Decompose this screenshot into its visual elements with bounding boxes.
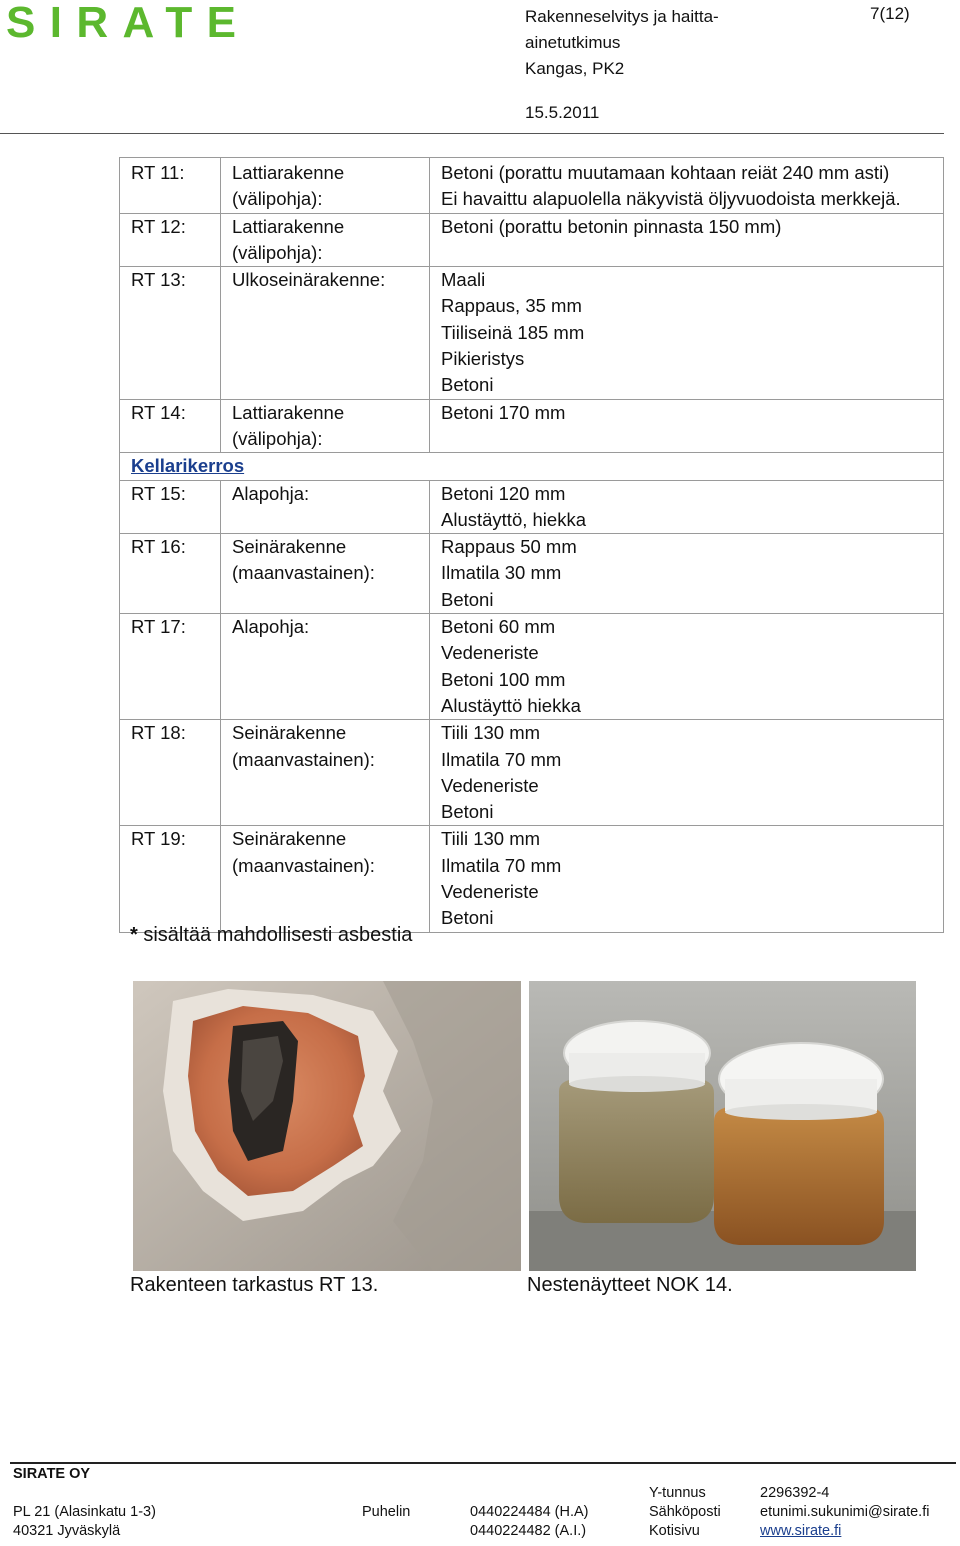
structure-table <box>119 157 944 933</box>
row-code: RT 15: <box>120 480 221 534</box>
svg-text:SIRATE: SIRATE <box>6 2 242 40</box>
table-row <box>120 720 944 826</box>
photo-caption-2: Nestenäytteet NOK 14. <box>527 1274 733 1296</box>
row-code: RT 12: <box>120 213 221 267</box>
section-heading: Kellarikerros <box>120 453 944 480</box>
footer-phone-2: 0440224482 (A.I.) <box>470 1523 587 1539</box>
row-code: RT 19: <box>120 826 221 932</box>
page-number: 7(12) <box>870 4 910 23</box>
footer-address-1: PL 21 (Alasinkatu 1-3) <box>13 1504 156 1520</box>
row-layers: Betoni 60 mm Vedeneriste Betoni 100 mm Alustäyttö hiekka <box>430 614 944 720</box>
footer-phone-1: 0440224484 (H.A) <box>470 1504 589 1520</box>
liquid-samples-photo <box>529 981 916 1271</box>
row-layers: Maali Rappaus, 35 mm Tiiliseinä 185 mm Pikieristys Betoni <box>430 267 944 399</box>
note-star: * <box>130 924 138 946</box>
footer-web-label: Kotisivu <box>649 1523 700 1539</box>
row-part: Seinärakenne (maanvastainen): <box>221 826 430 932</box>
wall-inspection-photo <box>133 981 521 1271</box>
row-code: RT 13: <box>120 267 221 399</box>
photo-caption-1: Rakenteen tarkastus RT 13. <box>130 1274 379 1296</box>
asbestos-note <box>130 924 412 947</box>
footer-divider <box>10 1462 956 1464</box>
row-layers: Betoni (porattu muutamaan kohtaan reiät 240 mm asti) Ei havaittu alapuolella näkyvistä öljyvuodoista merkkejä. <box>430 158 944 214</box>
table-row <box>120 399 944 453</box>
wall-hole-image <box>133 981 521 1271</box>
row-layers: Tiili 130 mm Ilmatila 70 mm Vedeneriste Betoni <box>430 720 944 826</box>
header-title-line: Rakenneselvitys ja haitta- <box>525 7 719 26</box>
header-title-line: Kangas, PK2 <box>525 59 625 78</box>
row-layers: Betoni 170 mm <box>430 399 944 453</box>
row-part: Ulkoseinärakenne: <box>221 267 430 399</box>
note-text: sisältää mahdollisesti asbestia <box>143 924 413 946</box>
header-divider <box>0 133 944 134</box>
footer-email[interactable]: etunimi.sukunimi@sirate.fi <box>760 1504 930 1520</box>
row-part: Seinärakenne (maanvastainen): <box>221 534 430 614</box>
footer-ytunnus: 2296392-4 <box>760 1485 830 1501</box>
footer-address-2: 40321 Jyväskylä <box>13 1523 121 1539</box>
table-row <box>120 614 944 720</box>
sample-jars-image <box>529 981 916 1271</box>
row-layers: Rappaus 50 mm Ilmatila 30 mm Betoni <box>430 534 944 614</box>
row-code: RT 17: <box>120 614 221 720</box>
row-part: Lattiarakenne (välipohja): <box>221 213 430 267</box>
header-title-line: ainetutkimus <box>525 33 621 52</box>
table-row <box>120 826 944 932</box>
row-code: RT 11: <box>120 158 221 214</box>
header-date: 15.5.2011 <box>525 103 600 122</box>
table-row <box>120 534 944 614</box>
row-part: Alapohja: <box>221 480 430 534</box>
row-code: RT 16: <box>120 534 221 614</box>
row-part: Lattiarakenne (välipohja): <box>221 158 430 214</box>
sirate-logo <box>6 2 246 40</box>
row-part: Seinärakenne (maanvastainen): <box>221 720 430 826</box>
footer-web-link[interactable]: www.sirate.fi <box>760 1523 842 1539</box>
table-row <box>120 480 944 534</box>
row-part: Lattiarakenne (välipohja): <box>221 399 430 453</box>
footer-ytunnus-label: Y-tunnus <box>649 1485 706 1501</box>
table-section-row <box>120 453 944 480</box>
header-title <box>525 4 719 82</box>
table-row <box>120 158 944 214</box>
table-row <box>120 213 944 267</box>
footer-phone-label: Puhelin <box>362 1504 411 1520</box>
row-layers: Betoni (porattu betonin pinnasta 150 mm) <box>430 213 944 267</box>
row-part: Alapohja: <box>221 614 430 720</box>
table-row <box>120 267 944 399</box>
row-layers: Betoni 120 mm Alustäyttö, hiekka <box>430 480 944 534</box>
row-code: RT 18: <box>120 720 221 826</box>
row-layers: Tiili 130 mm Ilmatila 70 mm Vedeneriste Betoni <box>430 826 944 932</box>
footer-company: SIRATE OY <box>13 1466 91 1482</box>
footer-email-label: Sähköposti <box>649 1504 721 1520</box>
row-code: RT 14: <box>120 399 221 453</box>
